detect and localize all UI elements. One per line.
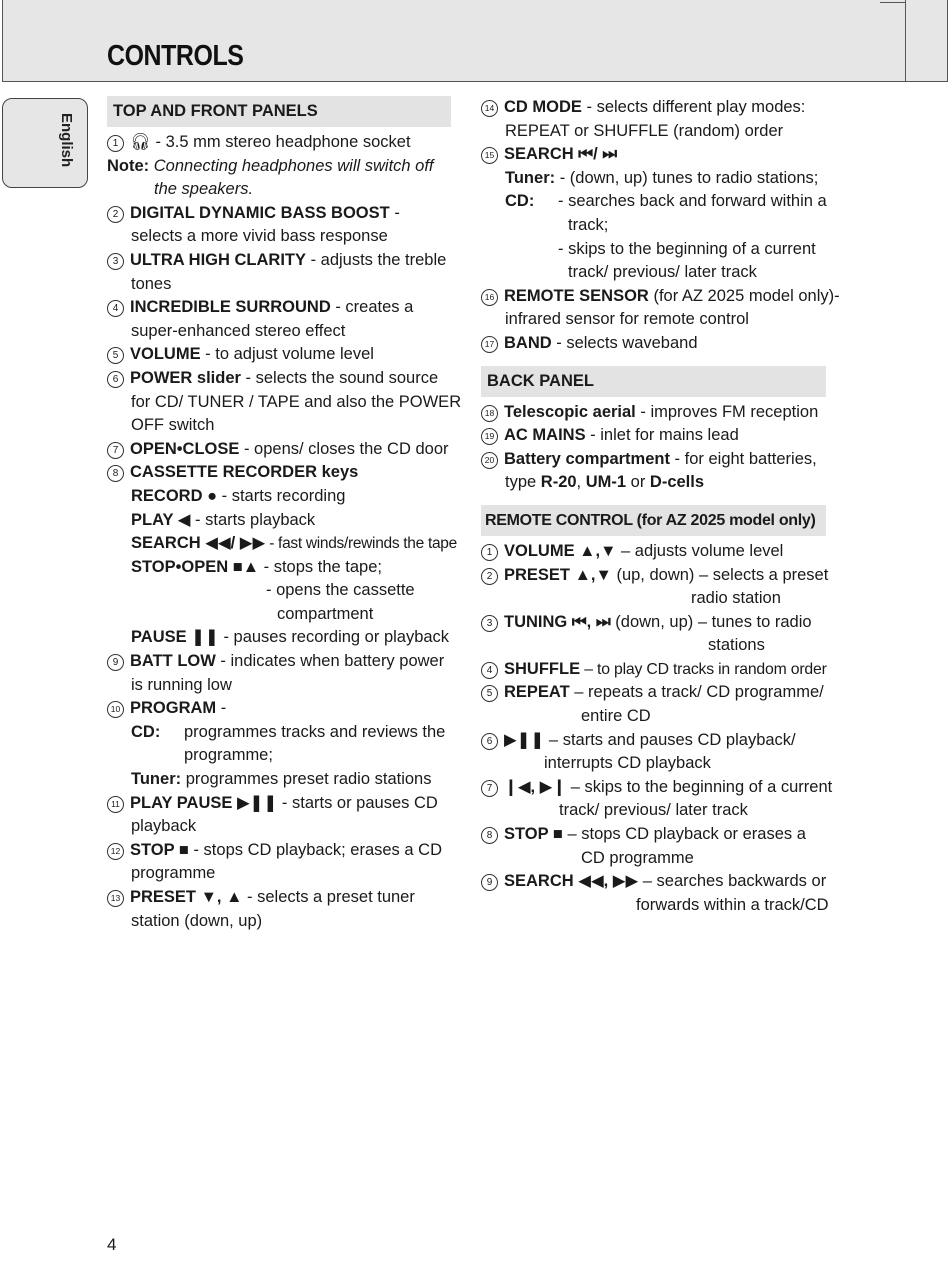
item-continuation: CD programme: [581, 848, 694, 867]
sub-item-tuner: [481, 167, 831, 191]
item-continuation: track;: [568, 215, 609, 234]
item-continuation: infrared sensor for remote control: [505, 310, 749, 329]
battery-type: R-20: [540, 473, 577, 492]
list-item: [481, 729, 831, 753]
list-item: [107, 296, 467, 320]
item-number: 15: [481, 147, 498, 164]
item-text: - stops CD playback; erases a CD: [188, 840, 442, 859]
item-title: PRESET ▼, ▲: [130, 888, 243, 906]
item-number: 11: [107, 796, 124, 813]
item-number: 14: [481, 100, 498, 117]
item-title: CD MODE: [504, 98, 582, 116]
list-item: [481, 870, 831, 894]
list-item: [107, 343, 467, 367]
note-text: the speakers.: [154, 180, 254, 199]
language-tab: [2, 98, 88, 188]
item-title: TUNING ⏮, ⏭: [504, 612, 611, 631]
item-continuation: playback: [131, 817, 197, 836]
item-title: SEARCH ⏮/ ⏭: [504, 145, 618, 164]
item-continuation: entire CD: [581, 707, 651, 726]
item-continuation: radio station: [691, 589, 781, 608]
item-number: 6: [107, 371, 124, 388]
item-title: VOLUME ▲,▼: [504, 541, 617, 560]
item-title: STOP ■: [130, 840, 189, 859]
item-text: – to play CD tracks in random order: [580, 660, 827, 678]
page-title: CONTROLS: [107, 40, 244, 72]
item-text: – starts and pauses CD playback/: [544, 730, 796, 749]
sub-item-cd: [481, 190, 831, 214]
item-text: (up, down) – selects a preset: [611, 565, 829, 584]
item-text: - selects the sound source: [240, 368, 439, 387]
item-continuation: super-enhanced stereo effect: [131, 321, 346, 340]
list-item: [481, 681, 831, 705]
item-text: - for eight batteries,: [669, 449, 817, 468]
left-column: [107, 96, 467, 933]
note-continuation: [107, 178, 467, 202]
item-number: 13: [107, 890, 124, 907]
item-title: REPEAT: [504, 683, 570, 702]
item-text: - to adjust volume level: [200, 345, 374, 364]
item-number: 8: [107, 465, 124, 482]
item-continuation: stations: [708, 636, 765, 655]
list-item: [107, 461, 467, 485]
item-number: 5: [107, 347, 124, 364]
list-item: [481, 540, 831, 564]
item-text: - selects waveband: [551, 333, 698, 352]
item-continuation: track/ previous/ later track: [559, 801, 748, 820]
list-item: [107, 650, 467, 674]
list-item: [481, 332, 831, 356]
list-item: [481, 424, 831, 448]
pause-key-label: PAUSE ❚❚: [131, 628, 219, 647]
play-pause-icon: ▶❚❚: [504, 730, 545, 749]
item-title: Battery compartment: [504, 449, 670, 468]
item-text: – searches backwards or: [638, 872, 827, 891]
item-text: - selects different play modes:: [581, 98, 806, 116]
item-number: 5: [481, 685, 498, 702]
header-tick: [880, 2, 906, 3]
item-number: 7: [107, 442, 124, 459]
item-continuation: REPEAT or SHUFFLE (random) order: [505, 121, 784, 140]
item-text: -: [216, 699, 227, 718]
language-tab-label: English: [58, 113, 75, 168]
item-number: 19: [481, 428, 498, 445]
list-item: [481, 611, 831, 635]
item-text: - pauses recording or playback: [218, 628, 450, 647]
sub-item-cd: [107, 721, 467, 745]
item-text: programmes preset radio stations: [181, 770, 432, 789]
item-text: – stops CD playback or erases a: [562, 825, 806, 844]
section-remote-control: REMOTE CONTROL (for AZ 2025 model only): [481, 505, 826, 536]
sub-item-stop-open: [107, 556, 467, 580]
item-continuation: for CD/ TUNER / TAPE and also the POWER: [131, 392, 462, 411]
item-number: 9: [481, 874, 498, 891]
item-continuation: interrupts CD playback: [544, 754, 711, 773]
item-text: or: [626, 473, 650, 492]
item-title: BAND: [504, 333, 552, 352]
sub-item-search: [107, 532, 467, 556]
item-text: (for AZ 2025 model only)-: [648, 286, 840, 305]
item-title: SEARCH ◀◀, ▶▶: [504, 872, 639, 891]
item-continuation: - opens the cassette: [266, 581, 415, 600]
item-text: ,: [576, 473, 586, 492]
item-number: 4: [107, 300, 124, 317]
item-text: - indicates when battery power: [215, 652, 445, 671]
item-text: – repeats a track/ CD programme/: [569, 683, 824, 702]
cd-label: CD:: [131, 722, 161, 741]
headphone-icon: 🎧︎: [130, 133, 151, 151]
list-item: [107, 249, 467, 273]
section-top-front-panels: TOP AND FRONT PANELS: [107, 96, 451, 127]
list-item: [107, 438, 467, 462]
list-item: [481, 96, 831, 120]
item-number: 2: [107, 206, 124, 223]
item-continuation: programme;: [184, 746, 273, 765]
item-continuation: selects a more vivid bass response: [131, 227, 388, 246]
item-text: - (down, up) tunes to radio stations;: [555, 168, 819, 187]
list-item: [107, 131, 467, 155]
battery-type: UM-1: [585, 473, 627, 492]
item-text: - inlet for mains lead: [585, 426, 739, 445]
tuner-label: Tuner:: [505, 168, 556, 187]
item-number: 6: [481, 733, 498, 750]
item-number: 1: [107, 135, 124, 152]
item-number: 17: [481, 336, 498, 353]
item-number: 1: [481, 544, 498, 561]
item-number: 8: [481, 827, 498, 844]
list-item: [481, 823, 831, 847]
item-text: - adjusts the treble: [305, 250, 447, 269]
list-item: [481, 564, 831, 588]
item-text: – adjusts volume level: [616, 541, 784, 560]
section-back-panel: BACK PANEL: [481, 366, 826, 397]
item-number: 18: [481, 405, 498, 422]
list-item: [107, 202, 467, 226]
item-text: -: [389, 203, 400, 222]
item-text: - stops the tape;: [259, 557, 382, 576]
item-text: - fast winds/rewinds the tape: [265, 535, 457, 553]
list-item: [481, 285, 840, 309]
sub-item-record: [107, 485, 467, 509]
item-continuation: station (down, up): [131, 911, 263, 930]
item-number: 3: [481, 615, 498, 632]
search-key-label: SEARCH ◀◀/ ▶▶: [131, 534, 266, 553]
item-continuation: is running low: [131, 675, 232, 694]
item-title: PRESET ▲,▼: [504, 565, 612, 584]
item-title: STOP ■: [504, 825, 563, 844]
item-title: ULTRA HIGH CLARITY: [130, 250, 306, 269]
item-title: VOLUME: [130, 345, 201, 364]
play-key-label: PLAY ◀: [131, 510, 191, 529]
item-number: 20: [481, 452, 498, 469]
item-number: 3: [107, 253, 124, 270]
item-title: INCREDIBLE SURROUND: [130, 298, 331, 317]
item-text: - selects a preset tuner: [242, 888, 415, 906]
item-continuation: forwards within a track/CD: [636, 895, 829, 914]
item-text: (down, up) – tunes to radio: [610, 612, 812, 631]
item-continuation: compartment: [277, 604, 374, 623]
item-continuation: - skips to the beginning of a current: [558, 239, 816, 258]
item-title: Telescopic aerial: [504, 402, 636, 421]
item-continuation: [481, 471, 831, 495]
list-item: [107, 839, 467, 863]
list-item: [481, 448, 831, 472]
battery-type: D-cells: [649, 473, 705, 492]
item-continuation: programme: [131, 864, 216, 883]
item-number: 2: [481, 568, 498, 585]
sub-item-tuner: [107, 768, 467, 792]
item-title: AC MAINS: [504, 426, 586, 445]
item-number: 7: [481, 780, 498, 797]
note-text: Connecting headphones will switch off: [153, 156, 434, 175]
item-number: 4: [481, 662, 498, 679]
item-title: DIGITAL DYNAMIC BASS BOOST: [130, 203, 390, 222]
page-number: 4: [107, 1235, 117, 1254]
item-text: - opens/ closes the CD door: [239, 439, 449, 458]
item-text: - improves FM reception: [635, 402, 819, 421]
skip-icon: ❙◀, ▶❙: [504, 777, 567, 796]
list-item: [107, 886, 467, 910]
list-item: [481, 658, 831, 682]
note: [107, 155, 467, 179]
item-text: - starts or pauses CD: [277, 793, 438, 812]
header-rule: [905, 0, 906, 82]
item-text: programmes tracks and reviews the: [184, 722, 446, 741]
item-text: - 3.5 mm stereo headphone socket: [155, 133, 411, 151]
item-title: PLAY PAUSE ▶❚❚: [130, 793, 278, 812]
cd-label: CD:: [505, 192, 535, 211]
item-text: type: [505, 473, 541, 492]
item-text: - starts playback: [190, 510, 316, 529]
item-continuation: track/ previous/ later track: [568, 263, 757, 282]
item-text: - starts recording: [217, 486, 346, 505]
item-number: 10: [107, 701, 124, 718]
record-key-label: RECORD ●: [131, 486, 218, 505]
stop-open-key-label: STOP•OPEN ■▲: [131, 557, 260, 576]
item-title: SHUFFLE: [504, 659, 581, 678]
item-title: OPEN•CLOSE: [130, 439, 240, 458]
note-label: Note:: [107, 156, 150, 175]
list-item: [481, 401, 831, 425]
item-continuation: tones: [131, 274, 172, 293]
item-number: 12: [107, 843, 124, 860]
item-text: - creates a: [330, 298, 414, 317]
sub-item-play: [107, 509, 467, 533]
item-title: REMOTE SENSOR: [504, 286, 649, 305]
list-item: [107, 697, 467, 721]
right-column: [481, 96, 840, 917]
list-item: [107, 792, 467, 816]
item-number: 16: [481, 289, 498, 306]
item-continuation: OFF switch: [131, 416, 215, 435]
item-title: BATT LOW: [130, 652, 216, 671]
tuner-label: Tuner:: [131, 770, 182, 789]
list-item: [481, 143, 831, 167]
item-title: PROGRAM: [130, 699, 217, 718]
list-item: [107, 367, 467, 391]
item-text: - searches back and forward within a: [558, 192, 827, 211]
item-text: – skips to the beginning of a current: [566, 777, 833, 796]
item-title: POWER slider: [130, 368, 241, 387]
item-number: 9: [107, 654, 124, 671]
sub-item-pause: [107, 626, 467, 650]
list-item: [481, 776, 831, 800]
item-title: CASSETTE RECORDER keys: [130, 463, 359, 482]
